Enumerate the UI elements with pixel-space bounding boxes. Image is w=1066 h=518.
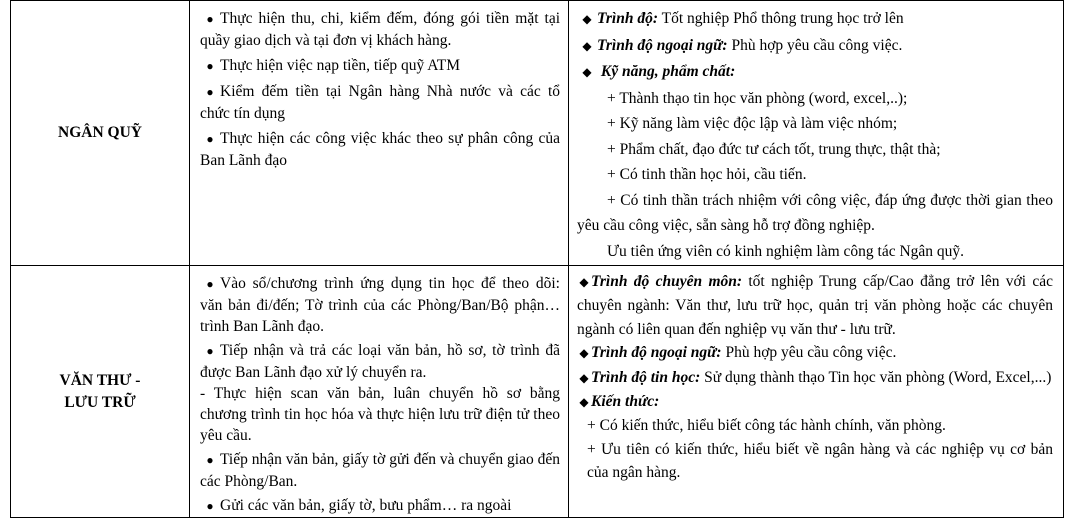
- skill-item: + Phẩm chất, đạo đức tư cách tốt, trung thực, thật thà;: [607, 140, 941, 158]
- bullet-icon: ●: [206, 59, 214, 73]
- requirements-cell: [569, 1, 1064, 266]
- requirement-item: ◆ Trình độ: Tốt nghiệp Phổ thông trung học trở lên: [577, 6, 1053, 33]
- skill-item: + Kỹ năng làm việc độc lập và làm việc nhóm;: [607, 115, 898, 132]
- requirement-item: ◆ Trình độ tin học: Sử dụng thành thạo Tin học văn phòng (Word, Excel,...): [577, 366, 1053, 390]
- skill-item: + Có tinh thần học hỏi, cầu tiến.: [607, 166, 807, 183]
- requirement-item: ◆ Trình độ ngoại ngữ: Phù hợp yêu cầu công việc.: [577, 341, 1053, 365]
- position-name: VĂN THƯ -: [59, 371, 141, 389]
- diamond-bullet-icon: ◆: [579, 275, 589, 289]
- duty-item: ● Thực hiện các công việc khác theo sự phân công của Ban Lãnh đạo: [200, 130, 560, 169]
- position-name-cell: [11, 1, 190, 266]
- diamond-bullet-icon: ◆: [582, 38, 592, 53]
- bullet-icon: ●: [206, 12, 214, 26]
- duty-item: ● Tiếp nhận văn bản, giấy tờ gửi đến và chuyển giao đến các Phòng/Ban.: [200, 451, 560, 490]
- bullet-icon: ●: [206, 132, 214, 146]
- duties-cell: [190, 1, 569, 266]
- position-name: LƯU TRỮ: [64, 393, 136, 411]
- duties-cell: [190, 266, 569, 518]
- knowledge-item: + Có kiến thức, hiểu biết công tác hành chính, văn phòng.: [587, 417, 946, 435]
- requirement-item: ◆ Trình độ chuyên môn: tốt nghiệp Trung cấp/Cao đẳng trở lên với các chuyên ngành: Văn thư, lưu trữ học, quản trị văn phòng hoặc các chuyên ngành có liên quan đến nghiệp vụ văn thư - lưu trữ.: [577, 273, 1053, 338]
- requirement-item: ◆ Trình độ ngoại ngữ: Phù hợp yêu cầu công việc.: [577, 33, 1053, 60]
- requirement-item: ◆ Kiến thức:: [577, 390, 1053, 414]
- priority-note: Ưu tiên ứng viên có kinh nghiệm làm công tác Ngân quỹ.: [607, 242, 965, 260]
- position-name: NGÂN QUỸ: [58, 124, 142, 141]
- diamond-bullet-icon: ◆: [582, 12, 592, 26]
- diamond-bullet-icon: ◆: [579, 346, 589, 361]
- bullet-icon: ●: [206, 499, 214, 513]
- requirement-item: ◆ Kỹ năng, phẩm chất:: [577, 59, 1053, 86]
- skill-item: + Thành thạo tin học văn phòng (word, excel,..);: [607, 89, 908, 107]
- table-row: [11, 1, 1064, 266]
- skill-item: + Có tinh thần trách nhiệm với công việc, đáp ứng được thời gian theo yêu cầu công việc, sẵn sàng hỗ trợ đồng nghiệp.: [577, 191, 1053, 234]
- duty-item: ● Tiếp nhận và trả các loại văn bản, hồ sơ, tờ trình đã được Ban Lãnh đạo xử lý chuyển ra.: [200, 342, 560, 381]
- duty-item: - Thực hiện scan văn bản, luân chuyển hồ sơ bằng chương trình tin học hóa và thực hiện lưu trữ điện tử theo yêu cầu.: [200, 385, 560, 444]
- position-name-cell: [11, 266, 190, 518]
- duty-item: ● Kiểm đếm tiền tại Ngân hàng Nhà nước và các tổ chức tín dụng: [200, 83, 560, 122]
- diamond-bullet-icon: ◆: [579, 395, 589, 410]
- bullet-icon: ●: [206, 453, 214, 467]
- requirements-cell: [569, 266, 1064, 518]
- bullet-icon: ●: [206, 85, 214, 99]
- bullet-icon: ●: [206, 277, 214, 291]
- diamond-bullet-icon: ◆: [579, 370, 589, 385]
- knowledge-item: + Ưu tiên có kiến thức, hiểu biết về ngân hàng và các nghiệp vụ cơ bản của ngân hàng.: [587, 440, 1053, 482]
- bullet-icon: ●: [206, 344, 214, 358]
- duty-item: ● Thực hiện việc nạp tiền, tiếp quỹ ATM: [200, 55, 560, 77]
- job-requirements-table: [10, 0, 1064, 518]
- table-row: [11, 266, 1064, 518]
- duty-item: ● Thực hiện thu, chi, kiểm đếm, đóng gói tiền mặt tại quầy giao dịch và tại đơn vị khách hàng.: [200, 10, 560, 49]
- duty-item: ● Gửi các văn bản, giấy tờ, bưu phẩm… ra ngoài: [200, 495, 560, 517]
- diamond-bullet-icon: ◆: [582, 65, 592, 79]
- duty-item: ● Vào sổ/chương trình ứng dụng tin học để theo dõi: văn bản đi/đến; Tờ trình của các Phòng/Ban/Bộ phận…trình Ban Lãnh đạo.: [200, 275, 560, 335]
